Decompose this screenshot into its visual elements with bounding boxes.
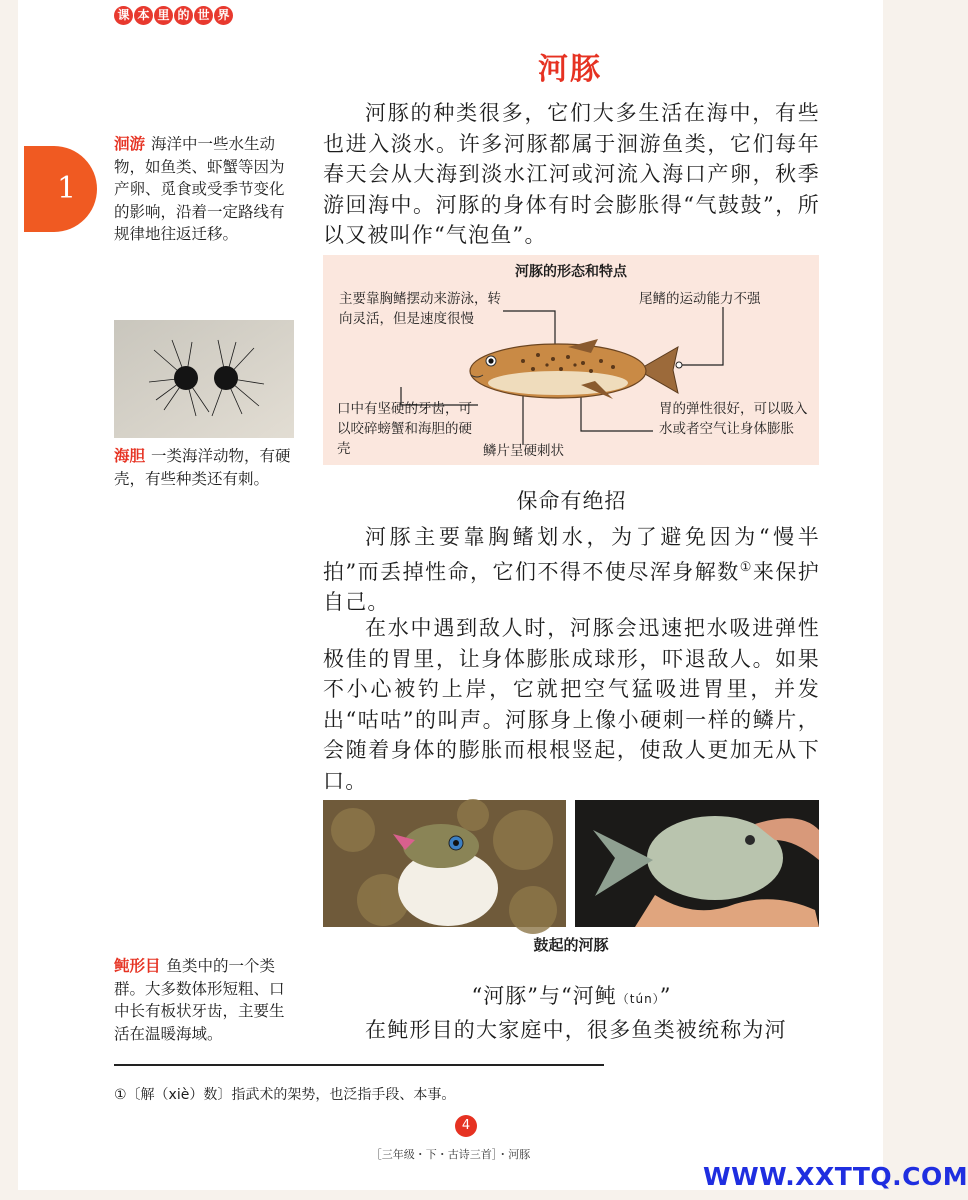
label-pectoral-fin: 主要靠胸鳍摆动来游泳，转向灵活，但是速度很慢 bbox=[339, 291, 501, 327]
sidebar-note-migration bbox=[114, 133, 296, 246]
diagram-title: 河豚的形态和特点 bbox=[515, 264, 627, 280]
series-char: 的 bbox=[174, 6, 193, 25]
note-term: 鲀形目 bbox=[114, 957, 161, 975]
running-footer: ［三年级・下・古诗三首］・河豚 bbox=[370, 1148, 531, 1161]
label-scales: 鳞片呈硬刺状 bbox=[483, 443, 564, 459]
heading-text: “河豚”与“河鲀 bbox=[471, 984, 617, 1008]
series-badge bbox=[114, 6, 233, 25]
footnote-marker[interactable]: ① bbox=[739, 559, 753, 575]
names-paragraph-1: 在鲀形目的大家庭中，很多鱼类被统称为河 bbox=[365, 1018, 787, 1042]
series-char: 课 bbox=[114, 6, 133, 25]
series-char: 世 bbox=[194, 6, 213, 25]
intro-paragraph: 河豚的种类很多，它们大多生活在海中，有些也进入淡水。许多河豚都属于洄游鱼类，它们每年春天会从大海到淡水江河或河流入海口产卵，秋季游回海中。河豚的身体有时会膨胀得“气鼓鼓”，所以又被叫作“气泡鱼”。 bbox=[323, 101, 820, 247]
label-stomach: 胃的弹性很好，可以吸入水或者空气让身体膨胀 bbox=[659, 401, 808, 437]
section-heading-defense: 保命有绝招 bbox=[516, 489, 627, 513]
footnote: ①〔解（xiè）数〕指武术的架势，也泛指手段、本事。 bbox=[114, 1087, 456, 1103]
inflated-pufferfish-photo-left bbox=[323, 800, 566, 927]
series-char: 里 bbox=[154, 6, 173, 25]
page-title: 河豚 bbox=[538, 52, 602, 87]
label-teeth: 口中有坚硬的牙齿，可以咬碎螃蟹和海胆的硬壳 bbox=[337, 401, 472, 457]
label-tail-fin: 尾鳍的运动能力不强 bbox=[639, 291, 761, 307]
pufferfish-illustration bbox=[463, 335, 683, 405]
sidebar-note-sea-urchin bbox=[114, 445, 296, 490]
footnote-divider bbox=[114, 1064, 604, 1066]
section-heading-names bbox=[323, 980, 820, 1010]
note-text: 一类海洋动物，有硬壳，有些种类还有刺。 bbox=[114, 447, 291, 488]
note-term: 海胆 bbox=[114, 447, 146, 465]
defense-paragraph-2: 在水中遇到敌人时，河豚会迅速把水吸进弹性极佳的胃里，让身体膨胀成球形，吓退敌人。如果不小心被钓上岸，它就把空气猛吸进胃里，并发出“咕咕”的叫声。河豚身上像小硬刺一样的鳞片，会随着身体的膨胀而根根竖起，使敌人更加无从下口。 bbox=[323, 616, 820, 793]
note-text: 海洋中一些水生动物，如鱼类、虾蟹等因为产卵、觅食或受季节变化的影响，沿着一定路线有规律地往返迁移。 bbox=[114, 135, 285, 243]
page bbox=[18, 0, 883, 1190]
sidebar-note-tetraodontiformes bbox=[114, 955, 296, 1045]
page-number: 4 bbox=[455, 1115, 477, 1137]
sea-urchin-photo bbox=[114, 320, 294, 438]
pinyin-annotation: （tún） bbox=[616, 992, 660, 1006]
paragraph-text: 河豚主要靠胸鳍划水，为了避免因为“慢半拍”而丢掉性命，它们不得不使尽浑身解数 bbox=[323, 525, 820, 584]
inflated-pufferfish-photo-right bbox=[575, 800, 819, 927]
note-text: 鱼类中的一个类群。大多数体形短粗、口中长有板状牙齿，主要生活在温暖海域。 bbox=[114, 957, 285, 1043]
photo-caption: 鼓起的河豚 bbox=[533, 936, 609, 954]
chapter-tab: 1 bbox=[24, 146, 97, 232]
pufferfish-diagram bbox=[323, 255, 819, 465]
defense-paragraph-1 bbox=[323, 522, 820, 618]
series-char: 本 bbox=[134, 6, 153, 25]
heading-text: ” bbox=[659, 984, 672, 1008]
note-term: 洄游 bbox=[114, 135, 146, 153]
series-char: 界 bbox=[214, 6, 233, 25]
paragraph-text: 来保护自己。 bbox=[323, 559, 820, 614]
site-watermark: WWW.XXTTQ.COM bbox=[703, 1162, 968, 1191]
